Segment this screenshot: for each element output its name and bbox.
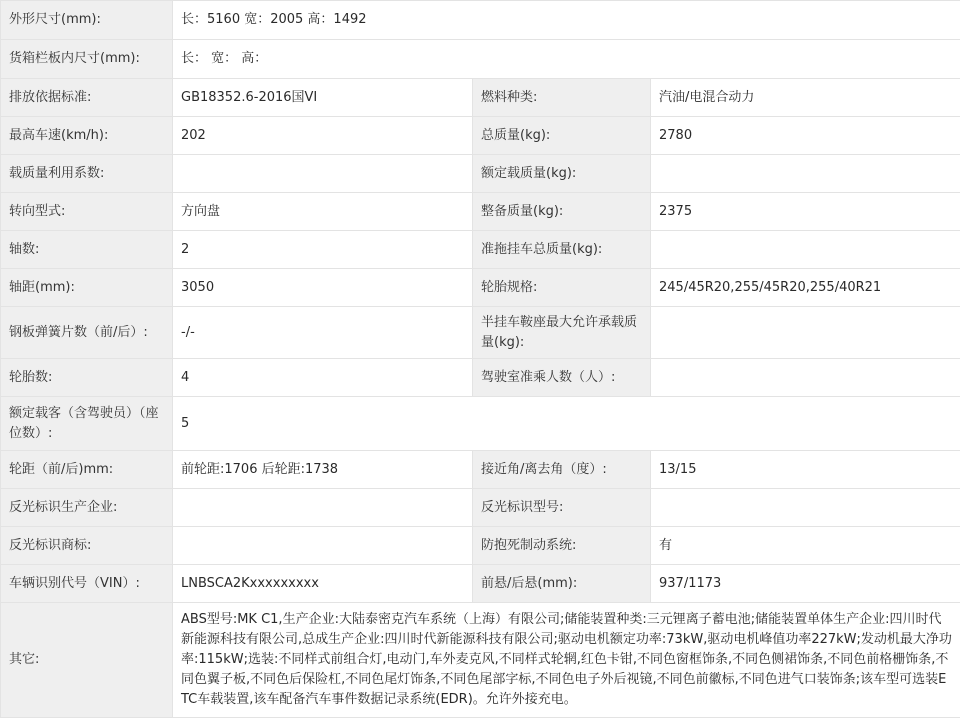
value-curb-mass: 2375 <box>651 193 960 231</box>
value-steering-type: 方向盘 <box>173 193 473 231</box>
label-front-rear-overhang: 前悬/后悬(mm): <box>473 565 651 603</box>
table-row <box>1 489 960 527</box>
value-front-rear-overhang: 937/1173 <box>651 565 960 603</box>
value-max-speed: 202 <box>173 117 473 155</box>
table-row <box>1 603 960 718</box>
label-abs: 防抱死制动系统: <box>473 527 651 565</box>
label-max-speed: 最高车速(km/h): <box>1 117 173 155</box>
value-reflector-brand <box>173 527 473 565</box>
label-steering-type: 转向型式: <box>1 193 173 231</box>
label-curb-mass: 整备质量(kg): <box>473 193 651 231</box>
table-row <box>1 40 960 79</box>
label-exterior-dimensions: 外形尺寸(mm): <box>1 1 173 40</box>
label-emission-standard: 排放依据标准: <box>1 79 173 117</box>
label-cab-occupants: 驾驶室准乘人数（人）: <box>473 359 651 397</box>
label-track-width: 轮距（前/后)mm: <box>1 451 173 489</box>
value-axle-count: 2 <box>173 231 473 269</box>
value-emission-standard: GB18352.6-2016国VI <box>173 79 473 117</box>
label-towable-mass: 准拖挂车总质量(kg): <box>473 231 651 269</box>
table-row <box>1 397 960 451</box>
label-cargo-box-dimensions: 货箱栏板内尺寸(mm): <box>1 40 173 79</box>
value-exterior-dimensions: 长：5160 宽：2005 高：1492 <box>173 1 960 40</box>
value-leaf-springs: -/- <box>173 307 473 359</box>
value-gross-mass: 2780 <box>651 117 960 155</box>
label-load-utilization: 载质量利用系数: <box>1 155 173 193</box>
value-abs: 有 <box>651 527 960 565</box>
value-fifth-wheel-load <box>651 307 960 359</box>
value-cargo-box-dimensions: 长： 宽： 高： <box>173 40 960 79</box>
label-rated-passengers: 额定载客（含驾驶员）（座位数）: <box>1 397 173 451</box>
value-reflector-manufacturer <box>173 489 473 527</box>
label-gross-mass: 总质量(kg): <box>473 117 651 155</box>
value-track-width: 前轮距:1706 后轮距:1738 <box>173 451 473 489</box>
value-fuel-type: 汽油/电混合动力 <box>651 79 960 117</box>
label-wheelbase: 轴距(mm): <box>1 269 173 307</box>
value-rated-passengers: 5 <box>173 397 960 451</box>
table-row <box>1 359 960 397</box>
label-vin: 车辆识别代号（VIN）: <box>1 565 173 603</box>
table-row <box>1 231 960 269</box>
label-tire-spec: 轮胎规格: <box>473 269 651 307</box>
label-reflector-brand: 反光标识商标: <box>1 527 173 565</box>
table-row <box>1 307 960 359</box>
table-row <box>1 193 960 231</box>
value-load-utilization <box>173 155 473 193</box>
value-reflector-model <box>651 489 960 527</box>
value-cab-occupants <box>651 359 960 397</box>
table-row <box>1 117 960 155</box>
table-row <box>1 565 960 603</box>
label-leaf-springs: 钢板弹簧片数（前/后）: <box>1 307 173 359</box>
value-other: ABS型号:MK C1,生产企业:大陆泰密克汽车系统（上海）有限公司;储能装置种类:三元锂离子蓄电池;储能装置单体生产企业:四川时代新能源科技有限公司,总成生产企业:四川时代新能源科技有限公司;驱动电机额定功率:73kW,驱动电机峰值功率227kW;发动机最大净功率:115kW;选装:不同样式前组合灯,电动门,车外麦克风,不同样式轮辋,红色卡钳,不同色窗框饰条,不同色侧裙饰条,不同色前格栅饰条,不同色翼子板,不同色后保险杠,不同色尾灯饰条,不同色尾部字标,不同色电子外后视镜,不同色前徽标,不同色进气口装饰条;该车型可选装ETC车载装置,该车配备汽车事件数据记录系统(EDR)。允许外接充电。 <box>173 603 960 718</box>
label-reflector-model: 反光标识型号: <box>473 489 651 527</box>
label-rated-load: 额定载质量(kg): <box>473 155 651 193</box>
label-fifth-wheel-load: 半挂车鞍座最大允许承载质量(kg): <box>473 307 651 359</box>
value-tire-spec: 245/45R20,255/45R20,255/40R21 <box>651 269 960 307</box>
value-vin: LNBSCA2Kxxxxxxxxx <box>173 565 473 603</box>
table-row <box>1 269 960 307</box>
table-row <box>1 79 960 117</box>
table-row <box>1 527 960 565</box>
table-row <box>1 1 960 40</box>
value-wheelbase: 3050 <box>173 269 473 307</box>
label-axle-count: 轴数: <box>1 231 173 269</box>
table-row <box>1 155 960 193</box>
value-towable-mass <box>651 231 960 269</box>
table-row <box>1 451 960 489</box>
label-tire-count: 轮胎数: <box>1 359 173 397</box>
value-approach-departure-angle: 13/15 <box>651 451 960 489</box>
label-approach-departure-angle: 接近角/离去角（度）: <box>473 451 651 489</box>
value-rated-load <box>651 155 960 193</box>
label-reflector-manufacturer: 反光标识生产企业: <box>1 489 173 527</box>
label-fuel-type: 燃料种类: <box>473 79 651 117</box>
label-other: 其它: <box>1 603 173 718</box>
value-tire-count: 4 <box>173 359 473 397</box>
